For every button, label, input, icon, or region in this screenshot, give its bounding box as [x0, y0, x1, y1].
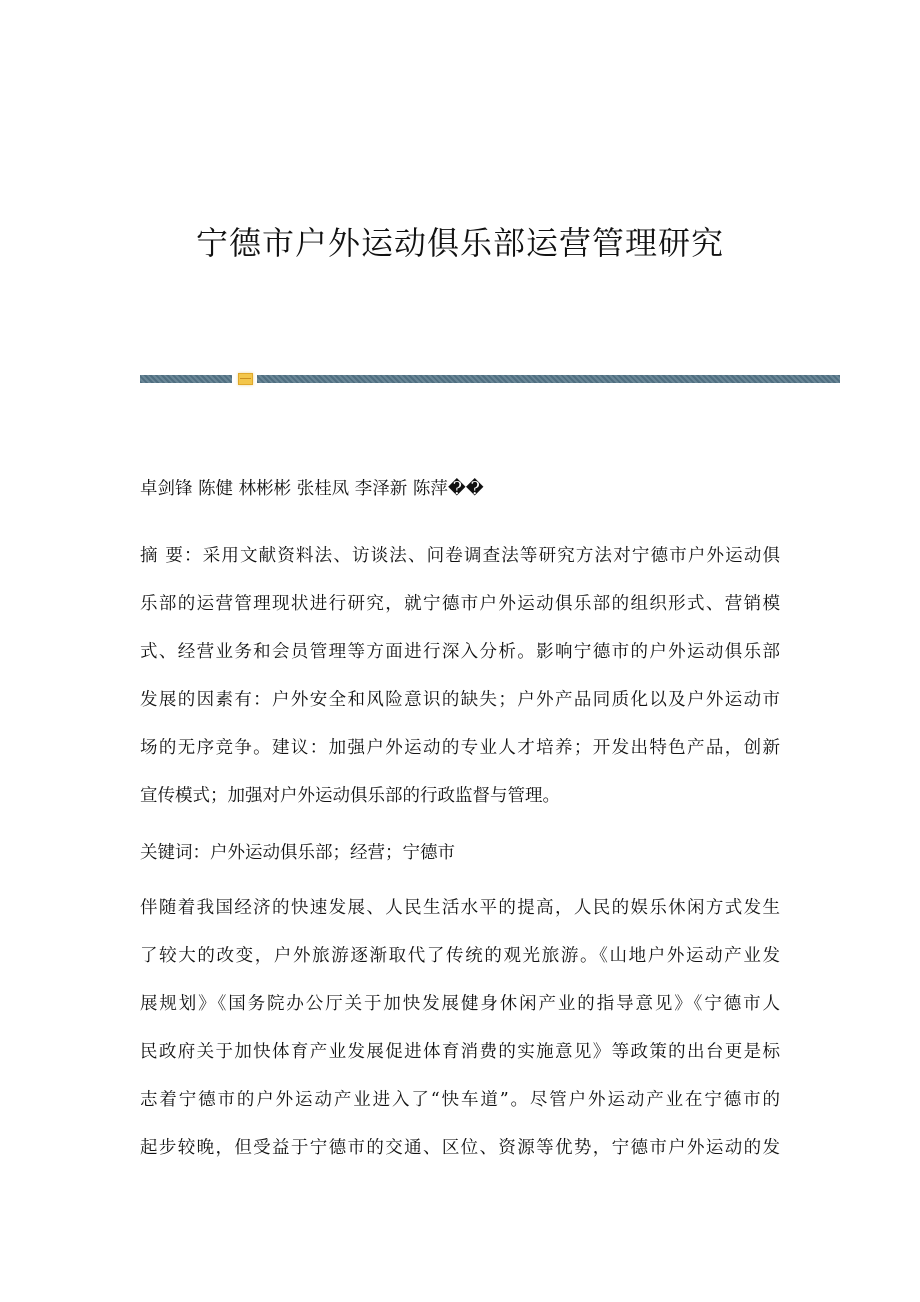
body-line: 民政府关于加快体育产业发展促进体育消费的实施意见》等政策的出台更是标: [140, 1042, 780, 1062]
document-title: 宁德市户外运动俱乐部运营管理研究: [195, 224, 724, 262]
abstract-line: 宣传模式；加强对户外运动俱乐部的行政监督与管理。: [140, 786, 560, 806]
authors: 卓剑锋 陈健 林彬彬 张桂凤 李泽新 陈萍��: [140, 479, 484, 499]
divider-left: [140, 375, 232, 383]
body-line: 志着宁德市的户外运动产业进入了“快车道”。尽管户外运动产业在宁德市的: [140, 1090, 780, 1110]
body-line: 了较大的改变，户外旅游逐渐取代了传统的观光旅游。《山地户外运动产业发: [140, 946, 780, 966]
abstract-line: 摘 要：采用文献资料法、访谈法、问卷调查法等研究方法对宁德市户外运动俱: [140, 546, 780, 566]
envelope-icon: [238, 373, 253, 385]
abstract-line: 乐部的运营管理现状进行研究，就宁德市户外运动俱乐部的组织形式、营销模: [140, 594, 780, 614]
body-line: 起步较晚，但受益于宁德市的交通、区位、资源等优势，宁德市户外运动的发: [140, 1138, 780, 1158]
keywords: 关键词：户外运动俱乐部；经营；宁德市: [140, 843, 455, 863]
abstract-line: 场的无序竞争。建议：加强户外运动的专业人才培养；开发出特色产品，创新: [140, 738, 780, 758]
divider-right: [257, 375, 840, 383]
body-line: 展规划》《国务院办公厅关于加快发展健身休闲产业的指导意见》《宁德市人: [140, 994, 780, 1014]
abstract-line: 式、经营业务和会员管理等方面进行深入分析。影响宁德市的户外运动俱乐部: [140, 642, 780, 662]
body-line: 伴随着我国经济的快速发展、人民生活水平的提高，人民的娱乐休闲方式发生: [140, 898, 780, 918]
abstract-line: 发展的因素有：户外安全和风险意识的缺失；户外产品同质化以及户外运动市: [140, 690, 780, 710]
